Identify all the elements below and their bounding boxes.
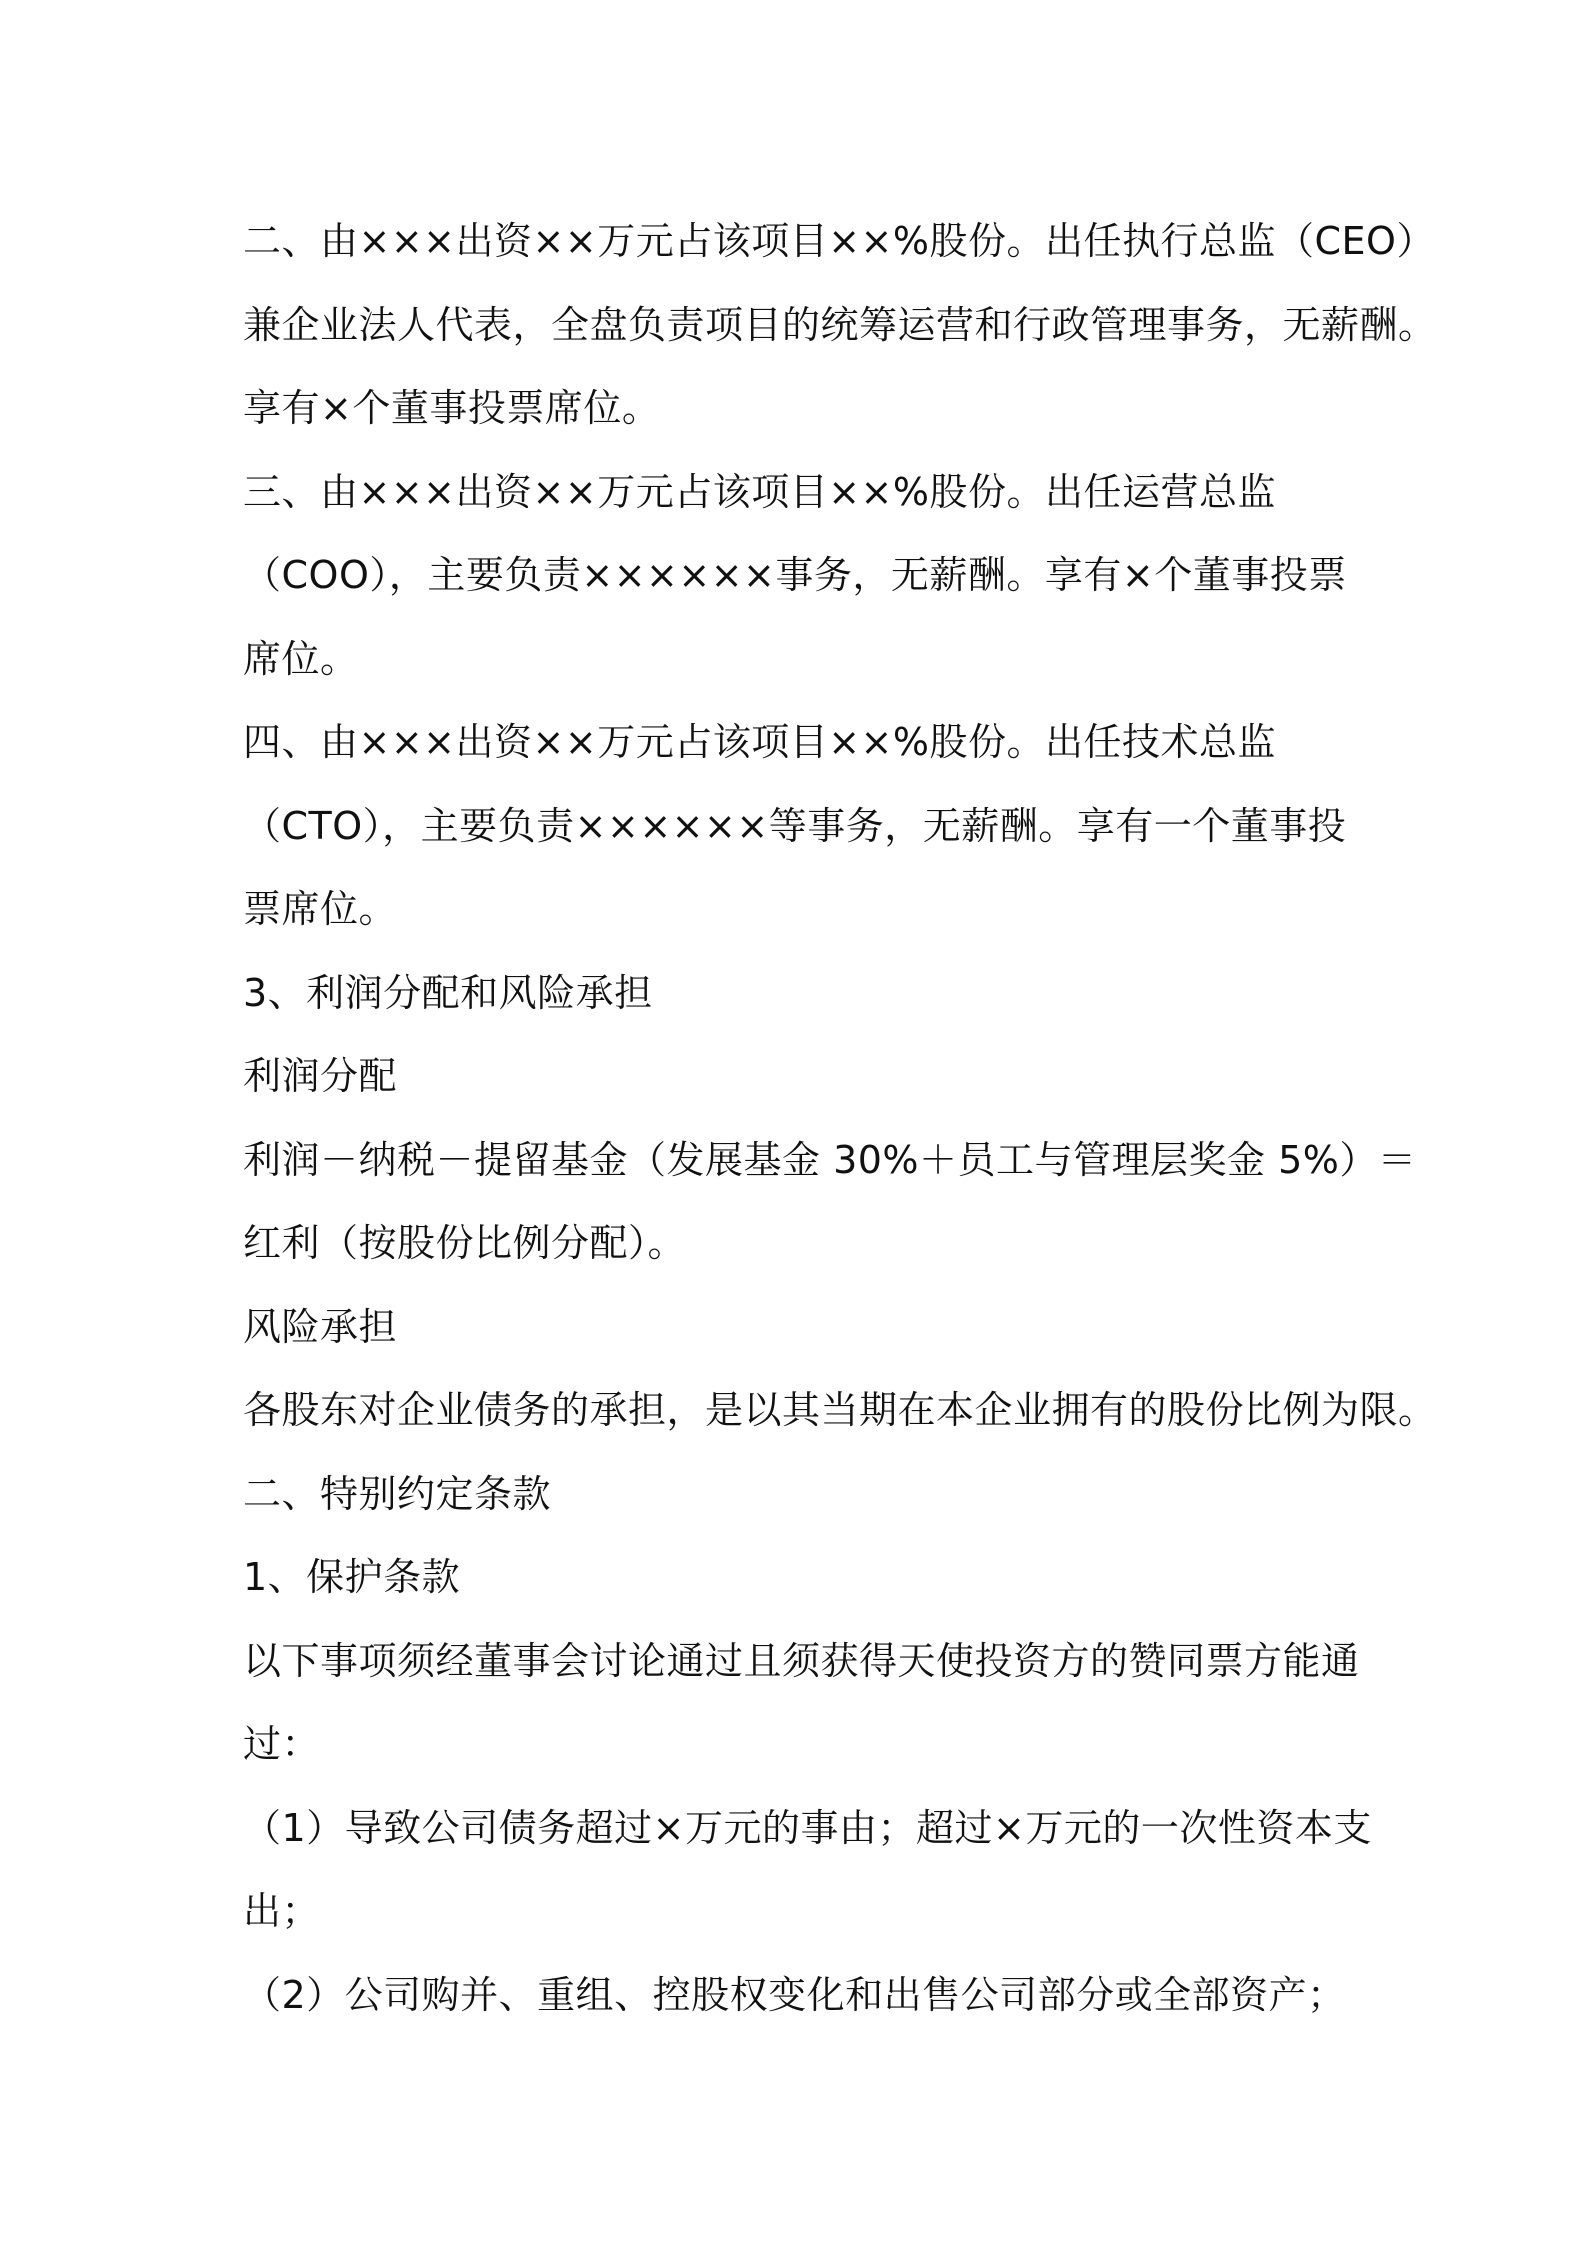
text-line: （CTO），主要负责××××××等事务，无薪酬。享有一个董事投 — [243, 803, 1347, 848]
subsection-heading: 利润分配 — [243, 1054, 398, 1098]
subsection-heading: 1、保护条款 — [243, 1555, 461, 1599]
text-line: 红利（按股份比例分配）。 — [243, 1221, 687, 1265]
list-item: （2）公司购并、重组、控股权变化和出售公司部分或全部资产； — [243, 1972, 1346, 2017]
text-line: （COO），主要负责××××××事务，无薪酬。享有×个董事投票 — [243, 553, 1347, 597]
text-line: 利润－纳税－提留基金（发展基金 30%＋员工与管理层奖金 5%）＝ — [243, 1137, 1417, 1182]
text-line: 享有×个董事投票席位。 — [243, 386, 661, 430]
document-body — [243, 200, 1437, 2037]
text-line: 三、由×××出资××万元占该项目××%股份。出任运营总监 — [243, 469, 1276, 514]
text-line: 以下事项须经董事会讨论通过且须获得天使投资方的赞同票方能通 — [243, 1638, 1360, 1683]
section-heading: 二、特别约定条款 — [243, 1471, 552, 1516]
list-item: （1）导致公司债务超过×万元的事由；超过×万元的一次性资本支 — [243, 1805, 1372, 1850]
text-line: 二、由×××出资××万元占该项目××%股份。出任执行总监（CEO） — [243, 219, 1435, 263]
text-line: 四、由×××出资××万元占该项目××%股份。出任技术总监 — [243, 720, 1276, 764]
text-line: 席位。 — [243, 636, 359, 681]
text-line: 兼企业法人代表，全盘负责项目的统筹运营和行政管理事务，无薪酬。 — [243, 302, 1437, 347]
subsection-heading: 风险承担 — [243, 1304, 398, 1349]
text-line: 过： — [243, 1722, 321, 1766]
section-heading: 3、利润分配和风险承担 — [243, 970, 653, 1015]
text-line: 各股东对企业债务的承担，是以其当期在本企业拥有的股份比例为限。 — [243, 1388, 1437, 1432]
text-line: 出； — [243, 1889, 321, 1933]
text-line: 票席位。 — [243, 887, 398, 931]
